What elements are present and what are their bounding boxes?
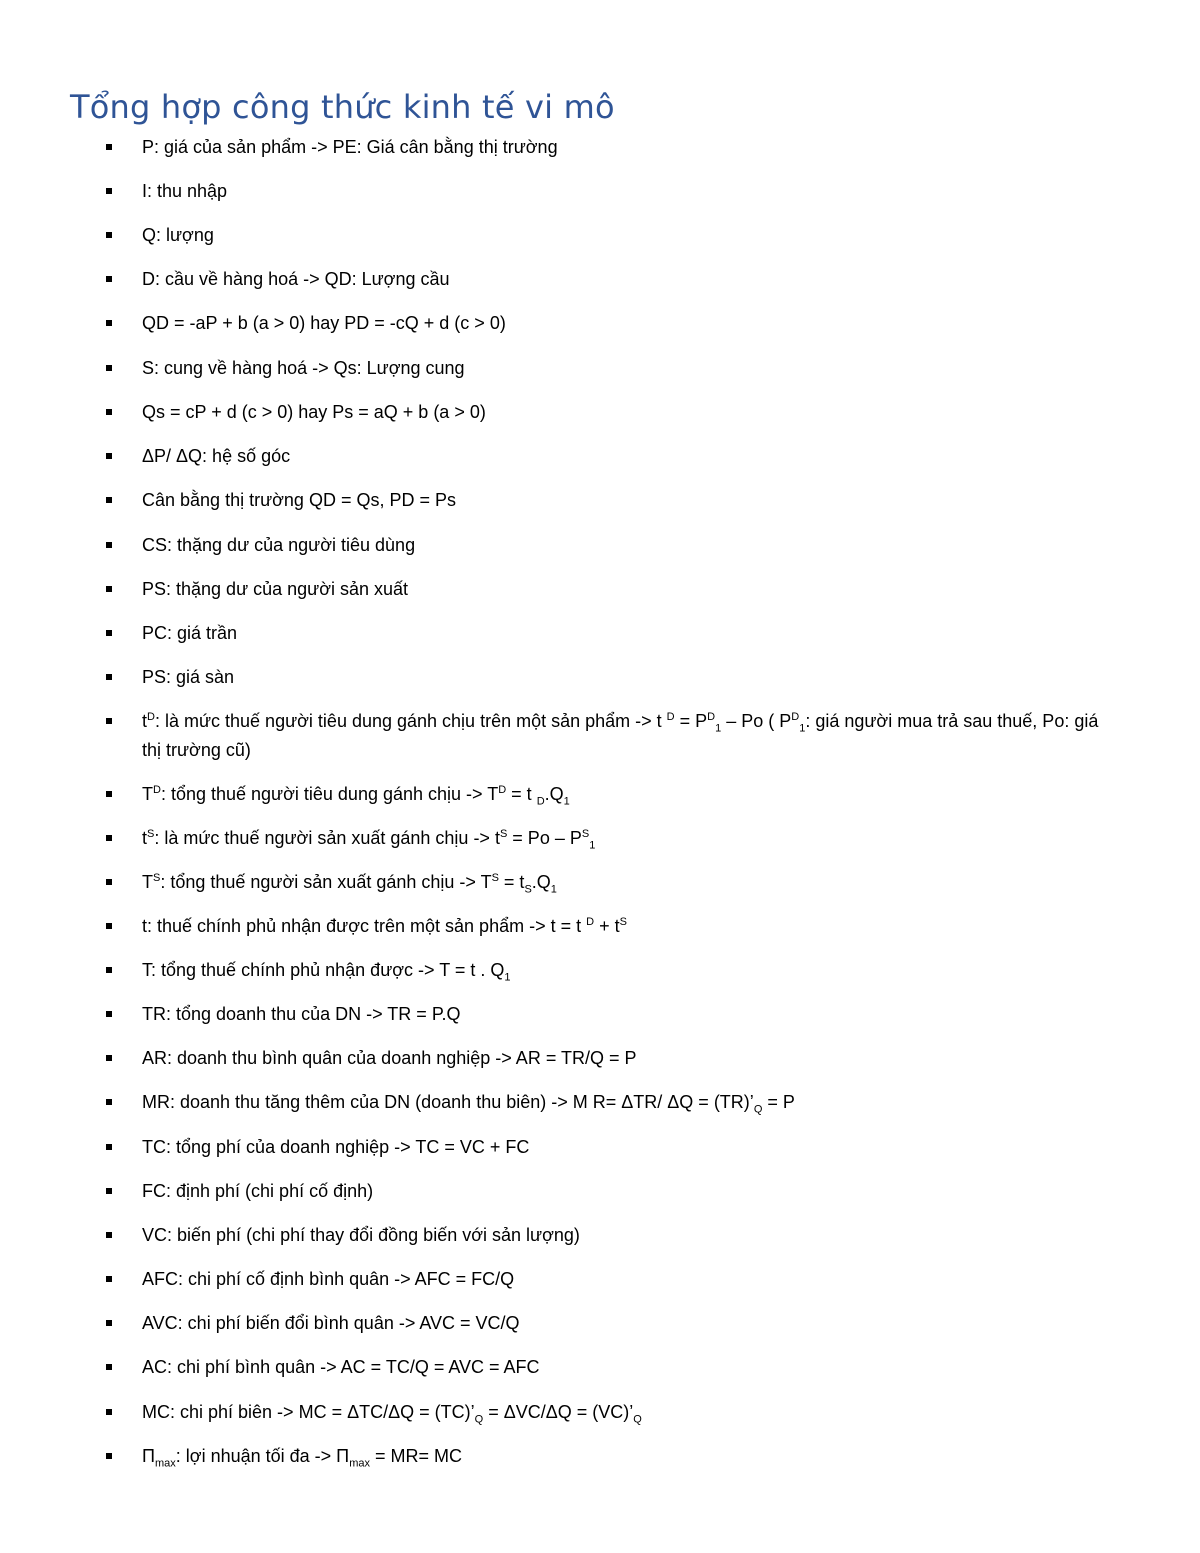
list-item xyxy=(106,780,1116,809)
bullet-icon xyxy=(106,1276,112,1282)
subscript: 1 xyxy=(504,971,511,984)
list-item-text: $\Pi_{max}$: lợi nhuận tối đa -> $\Pi_{max} = MR=$ MC xyxy=(142,1446,462,1470)
list-item xyxy=(106,486,1116,515)
list-item-text: I: thu nhập xyxy=(142,181,228,201)
list-item-text: PS: giá sàn xyxy=(142,667,235,687)
superscript: D xyxy=(498,784,507,796)
list-item-text: P: giá của sản phẩm -> PE: Giá cân bằng thị trường xyxy=(142,137,558,157)
superscript: D xyxy=(707,711,716,723)
subscript: 1 xyxy=(715,722,722,735)
superscript: D xyxy=(153,784,161,796)
subscript: 1 xyxy=(589,839,596,852)
list-item-text: AR: doanh thu bình quân của doanh nghiệp -> AR = TR/Q = P xyxy=(142,1048,637,1068)
bullet-icon xyxy=(106,409,112,415)
list-item xyxy=(106,133,1116,162)
bullet-icon xyxy=(106,497,112,503)
bullet-icon xyxy=(106,232,112,238)
list-item-text: MR: doanh thu tăng thêm của DN (doanh thu biên) -> M R= ΔTR/ $\Delta Q = (TR)’_Q = P$ xyxy=(142,1092,795,1116)
list-item xyxy=(106,265,1116,294)
superscript: S xyxy=(147,828,155,840)
list-item-text: $T^S$: tổng thuế người sản xuất gánh chịu -> $T^S = t_S.Q_1$ xyxy=(142,872,557,896)
list-item-text: MC: chi phí biên -> MC = $\Delta TC/\Delta Q = (TC)’_Q = \Delta VC/\Delta Q$ = $(VC)’_Q$ xyxy=(142,1402,642,1426)
bullet-icon xyxy=(106,674,112,680)
bullet-icon xyxy=(106,879,112,885)
list-item-text: QD = -aP + b (a > 0) hay PD = -cQ + d (c > 0) xyxy=(142,313,506,333)
list-item-text: VC: biến phí (chi phí thay đổi đồng biến với sản lượng) xyxy=(142,1225,580,1245)
list-item xyxy=(106,824,1116,853)
bullet-icon xyxy=(106,1453,112,1459)
list-item xyxy=(106,221,1116,250)
list-item xyxy=(106,1442,1116,1471)
list-item-text: AFC: chi phí cố định bình quân -> AFC = FC/Q xyxy=(142,1269,515,1289)
list-item-text: S: cung về hàng hoá -> Qs: Lượng cung xyxy=(142,358,465,378)
list-item-text: TR: tổng doanh thu của DN -> TR = P.Q xyxy=(142,1004,461,1024)
list-item-text: $t^D$: là mức thuế người tiêu dung gánh chịu trên một sản phẩm -> t $^D = P^D_1 - Po$ ( $P^D_1$: giá người mua trả sau thuế, Po: giá thị trường cũ) xyxy=(142,711,1099,760)
list-item xyxy=(106,707,1116,765)
list-item-text: AVC: chi phí biến đổi bình quân -> AVC = VC/Q xyxy=(142,1313,520,1333)
list-item xyxy=(106,177,1116,206)
list-item-text: ΔP/ ΔQ: hệ số góc xyxy=(142,446,291,466)
bullet-icon xyxy=(106,144,112,150)
list-item xyxy=(106,868,1116,897)
list-item-text: D: cầu về hàng hoá -> QD: Lượng cầu xyxy=(142,269,450,289)
subscript: Q xyxy=(633,1413,642,1426)
document-title: Tổng hợp công thức kinh tế vi mô xyxy=(70,88,615,126)
bullet-icon xyxy=(106,1055,112,1061)
bullet-icon xyxy=(106,718,112,724)
list-item xyxy=(106,1353,1116,1382)
subscript: Q xyxy=(474,1413,484,1426)
list-item xyxy=(106,398,1116,427)
bullet-icon xyxy=(106,1364,112,1370)
list-item xyxy=(106,575,1116,604)
list-item xyxy=(106,1309,1116,1338)
bullet-icon xyxy=(106,1188,112,1194)
subscript: 1 xyxy=(563,795,570,808)
list-item xyxy=(106,663,1116,692)
list-item-text: TC: tổng phí của doanh nghiệp -> TC = VC + FC xyxy=(142,1137,530,1157)
list-item-text: Cân bằng thị trường QD = Qs, PD = Ps xyxy=(142,490,456,510)
bullet-icon xyxy=(106,630,112,636)
subscript: S xyxy=(524,883,532,896)
bullet-icon xyxy=(106,1011,112,1017)
bullet-icon xyxy=(106,276,112,282)
list-item xyxy=(106,1133,1116,1162)
bullet-icon xyxy=(106,1144,112,1150)
list-item-text: t: thuế chính phủ nhận được trên một sản phẩm -> t = t $^D + t^S$ xyxy=(142,916,627,936)
subscript: 1 xyxy=(799,722,806,735)
list-item-text: Qs = cP + d (c > 0) hay Ps = aQ + b (a > 0) xyxy=(142,402,486,422)
list-item-text: $T^D$: tổng thuế người tiêu dung gánh chịu -> $T^D = t$ $_D.Q_1$ xyxy=(142,784,570,808)
bullet-icon xyxy=(106,320,112,326)
bullet-icon xyxy=(106,586,112,592)
bullet-icon xyxy=(106,365,112,371)
list-item xyxy=(106,531,1116,560)
list-item xyxy=(106,1088,1116,1117)
list-item xyxy=(106,1398,1116,1427)
superscript: S xyxy=(499,828,508,840)
bullet-icon xyxy=(106,791,112,797)
list-item-text: PC: giá trần xyxy=(142,623,238,643)
superscript: D xyxy=(586,916,595,928)
list-item xyxy=(106,619,1116,648)
list-item xyxy=(106,1044,1116,1073)
bullet-icon xyxy=(106,1320,112,1326)
superscript: S xyxy=(581,828,590,840)
bullet-icon xyxy=(106,967,112,973)
list-item-text: FC: định phí (chi phí cố định) xyxy=(142,1181,374,1201)
list-item-text: PS: thặng dư của người sản xuất xyxy=(142,579,409,599)
list-item xyxy=(106,442,1116,471)
subscript: D xyxy=(536,795,545,808)
list-item xyxy=(106,354,1116,383)
superscript: D xyxy=(147,711,155,723)
list-item-text: $t^S$: là mức thuế người sản xuất gánh chịu -> $t^S = Po - P^S_1$ xyxy=(142,828,596,852)
bullet-icon xyxy=(106,542,112,548)
bullet-icon xyxy=(106,923,112,929)
bullet-icon xyxy=(106,188,112,194)
subscript: max xyxy=(155,1457,176,1470)
superscript: S xyxy=(619,916,627,928)
list-item-text: AC: chi phí bình quân -> AC = TC/Q = AVC = AFC xyxy=(142,1357,540,1377)
bullet-icon xyxy=(106,1232,112,1238)
bullet-icon xyxy=(106,1409,112,1415)
list-item xyxy=(106,1000,1116,1029)
list-item xyxy=(106,1265,1116,1294)
subscript: max xyxy=(349,1457,370,1470)
list-item-text: T: tổng thuế chính phủ nhận được -> T = t . $Q_1$ xyxy=(142,960,511,984)
bullet-icon xyxy=(106,1099,112,1105)
list-item xyxy=(106,309,1116,338)
subscript: 1 xyxy=(550,883,557,896)
list-item xyxy=(106,1221,1116,1250)
list-item xyxy=(106,1177,1116,1206)
list-item-text: CS: thặng dư của người tiêu dùng xyxy=(142,535,416,555)
bullet-icon xyxy=(106,835,112,841)
list-item-text: Q: lượng xyxy=(142,225,214,245)
superscript: D xyxy=(791,711,800,723)
list-item xyxy=(106,956,1116,985)
subscript: Q xyxy=(753,1103,763,1116)
list-item xyxy=(106,912,1116,941)
bullet-icon xyxy=(106,453,112,459)
superscript: D xyxy=(666,711,675,723)
superscript: S xyxy=(153,872,161,884)
superscript: S xyxy=(491,872,499,884)
